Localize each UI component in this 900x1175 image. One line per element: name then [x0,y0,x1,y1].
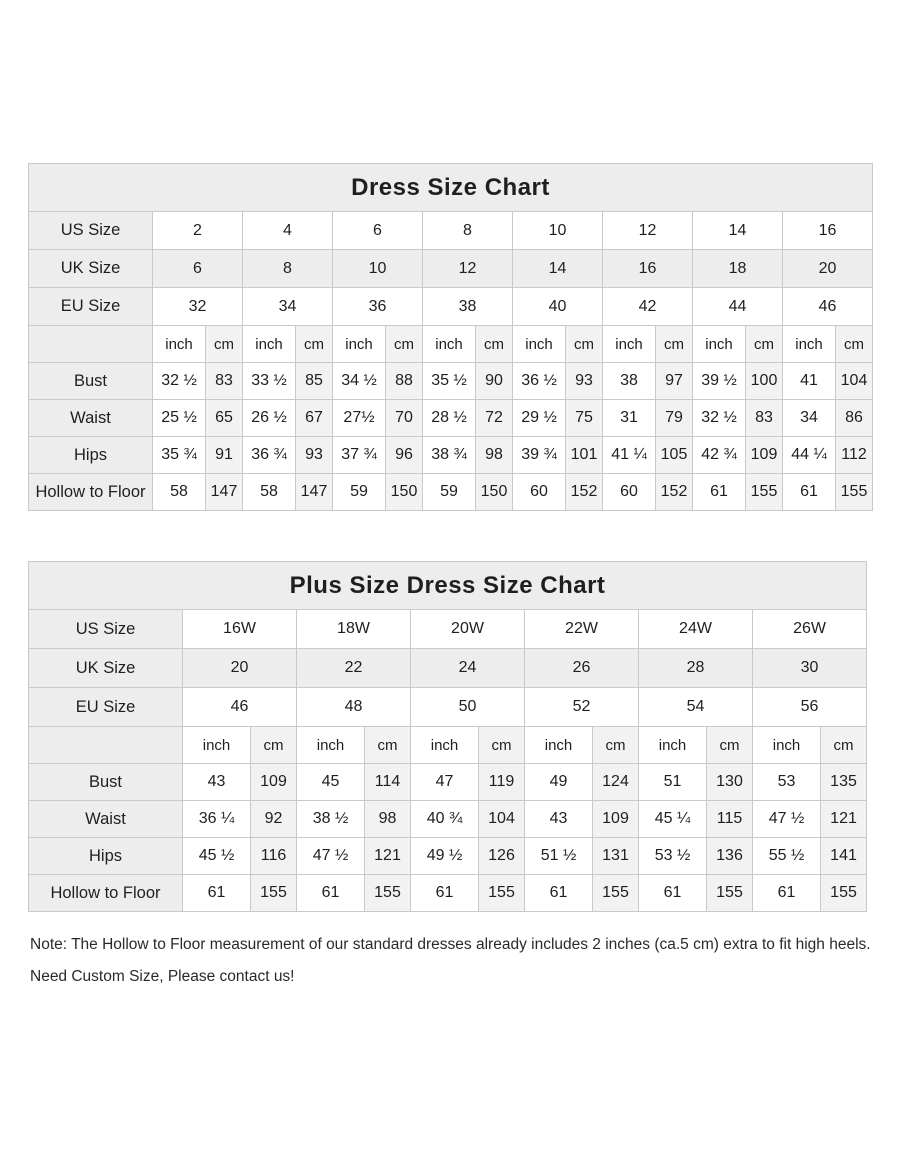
measurement-inch-cell: 26 ½ [243,400,296,437]
measurement-cm-cell: 83 [206,363,243,400]
size-value-cell: 30 [753,649,867,688]
size-value-cell: 14 [513,250,603,288]
measurement-inch-cell: 25 ½ [153,400,206,437]
measurement-cm-cell: 150 [386,474,423,511]
measurement-cm-cell: 104 [479,801,525,838]
measurement-cm-cell: 112 [836,437,873,474]
measurement-inch-cell: 32 ½ [153,363,206,400]
inch-unit-label: inch [297,727,365,764]
table-title-row [29,562,867,610]
cm-unit-label: cm [707,727,753,764]
measurement-cm-cell: 97 [656,363,693,400]
size-value-cell: 24W [639,610,753,649]
size-row [29,288,873,326]
measurement-cm-cell: 115 [707,801,753,838]
measurement-cm-cell: 67 [296,400,333,437]
size-value-cell: 16 [783,212,873,250]
measurement-inch-cell: 35 ½ [423,363,476,400]
measurement-cm-cell: 90 [476,363,513,400]
measurement-inch-cell: 38 ¾ [423,437,476,474]
measurement-inch-cell: 32 ½ [693,400,746,437]
measurement-cm-cell: 83 [746,400,783,437]
measurement-inch-cell: 61 [525,875,593,912]
measurement-inch-cell: 61 [183,875,251,912]
inch-unit-label: inch [411,727,479,764]
row-label: UK Size [29,250,153,288]
inch-unit-label: inch [183,727,251,764]
measurement-cm-cell: 91 [206,437,243,474]
cm-unit-label: cm [836,326,873,363]
measurement-inch-cell: 59 [423,474,476,511]
size-value-cell: 2 [153,212,243,250]
measurement-cm-cell: 109 [746,437,783,474]
row-label: Waist [29,400,153,437]
row-label: Hollow to Floor [29,474,153,511]
measurement-row [29,764,867,801]
size-value-cell: 6 [333,212,423,250]
measurement-inch-cell: 61 [639,875,707,912]
inch-unit-label: inch [753,727,821,764]
measurement-inch-cell: 36 ¾ [243,437,296,474]
measurement-cm-cell: 86 [836,400,873,437]
measurement-inch-cell: 44 ¼ [783,437,836,474]
measurement-cm-cell: 155 [251,875,297,912]
size-value-cell: 12 [603,212,693,250]
size-value-cell: 46 [783,288,873,326]
row-label: Hollow to Floor [29,875,183,912]
inch-unit-label: inch [693,326,746,363]
measurement-inch-cell: 36 ¼ [183,801,251,838]
measurement-cm-cell: 101 [566,437,603,474]
measurement-cm-cell: 147 [206,474,243,511]
dress-size-chart-table [28,163,873,511]
cm-unit-label: cm [296,326,333,363]
size-value-cell: 14 [693,212,783,250]
measurement-cm-cell: 105 [656,437,693,474]
size-value-cell: 20 [783,250,873,288]
size-value-cell: 36 [333,288,423,326]
size-row [29,610,867,649]
size-value-cell: 4 [243,212,333,250]
hollow-to-floor-note: Note: The Hollow to Floor measurement of our standard dresses already includes 2 inches (ca.5 cm) extra to fit high heels. [30,936,871,953]
measurement-inch-cell: 61 [411,875,479,912]
inch-unit-label: inch [513,326,566,363]
measurement-cm-cell: 155 [593,875,639,912]
cm-unit-label: cm [746,326,783,363]
inch-unit-label: inch [639,727,707,764]
measurement-inch-cell: 29 ½ [513,400,566,437]
measurement-row [29,400,873,437]
row-label: Bust [29,363,153,400]
measurement-cm-cell: 141 [821,838,867,875]
measurement-inch-cell: 59 [333,474,386,511]
size-value-cell: 38 [423,288,513,326]
measurement-cm-cell: 85 [296,363,333,400]
row-label: US Size [29,212,153,250]
inch-unit-label: inch [153,326,206,363]
measurement-cm-cell: 131 [593,838,639,875]
measurement-cm-cell: 79 [656,400,693,437]
measurement-inch-cell: 53 [753,764,821,801]
row-label: EU Size [29,688,183,727]
size-row [29,250,873,288]
measurement-inch-cell: 42 ¾ [693,437,746,474]
table-title: Dress Size Chart [29,164,873,212]
size-value-cell: 20 [183,649,297,688]
unit-header-row [29,326,873,363]
measurement-cm-cell: 152 [656,474,693,511]
size-row [29,649,867,688]
measurement-cm-cell: 121 [365,838,411,875]
size-value-cell: 48 [297,688,411,727]
measurement-cm-cell: 88 [386,363,423,400]
size-value-cell: 8 [423,212,513,250]
measurement-inch-cell: 58 [153,474,206,511]
measurement-row [29,801,867,838]
measurement-row [29,437,873,474]
cm-unit-label: cm [593,727,639,764]
measurement-inch-cell: 34 [783,400,836,437]
measurement-inch-cell: 40 ¾ [411,801,479,838]
size-value-cell: 46 [183,688,297,727]
measurement-cm-cell: 136 [707,838,753,875]
measurement-row [29,363,873,400]
measurement-inch-cell: 45 ½ [183,838,251,875]
size-value-cell: 26W [753,610,867,649]
cm-unit-label: cm [821,727,867,764]
measurement-cm-cell: 155 [821,875,867,912]
size-value-cell: 50 [411,688,525,727]
measurement-inch-cell: 34 ½ [333,363,386,400]
size-value-cell: 32 [153,288,243,326]
measurement-inch-cell: 60 [513,474,566,511]
measurement-inch-cell: 35 ¾ [153,437,206,474]
measurement-inch-cell: 45 ¼ [639,801,707,838]
size-value-cell: 54 [639,688,753,727]
size-value-cell: 44 [693,288,783,326]
size-value-cell: 16 [603,250,693,288]
measurement-cm-cell: 126 [479,838,525,875]
size-value-cell: 42 [603,288,693,326]
measurement-cm-cell: 93 [296,437,333,474]
size-value-cell: 22 [297,649,411,688]
size-value-cell: 34 [243,288,333,326]
measurement-inch-cell: 61 [753,875,821,912]
inch-unit-label: inch [333,326,386,363]
size-value-cell: 10 [513,212,603,250]
measurement-inch-cell: 47 ½ [753,801,821,838]
measurement-cm-cell: 135 [821,764,867,801]
measurement-cm-cell: 155 [365,875,411,912]
measurement-cm-cell: 98 [365,801,411,838]
size-value-cell: 18 [693,250,783,288]
row-label: Bust [29,764,183,801]
inch-unit-label: inch [783,326,836,363]
measurement-cm-cell: 109 [251,764,297,801]
inch-unit-label: inch [243,326,296,363]
row-label: Hips [29,437,153,474]
measurement-cm-cell: 124 [593,764,639,801]
row-label: EU Size [29,288,153,326]
inch-unit-label: inch [423,326,476,363]
corner-cell [29,727,183,764]
size-value-cell: 24 [411,649,525,688]
measurement-inch-cell: 60 [603,474,656,511]
measurement-inch-cell: 47 ½ [297,838,365,875]
measurement-inch-cell: 31 [603,400,656,437]
measurement-inch-cell: 27½ [333,400,386,437]
measurement-inch-cell: 36 ½ [513,363,566,400]
cm-unit-label: cm [365,727,411,764]
measurement-inch-cell: 33 ½ [243,363,296,400]
size-value-cell: 40 [513,288,603,326]
measurement-cm-cell: 93 [566,363,603,400]
size-value-cell: 18W [297,610,411,649]
measurement-inch-cell: 55 ½ [753,838,821,875]
size-value-cell: 12 [423,250,513,288]
measurement-inch-cell: 53 ½ [639,838,707,875]
measurement-inch-cell: 28 ½ [423,400,476,437]
size-value-cell: 10 [333,250,423,288]
measurement-inch-cell: 41 [783,363,836,400]
cm-unit-label: cm [386,326,423,363]
measurement-cm-cell: 100 [746,363,783,400]
measurement-inch-cell: 61 [693,474,746,511]
measurement-cm-cell: 75 [566,400,603,437]
cm-unit-label: cm [479,727,525,764]
size-value-cell: 16W [183,610,297,649]
corner-cell [29,326,153,363]
row-label: UK Size [29,649,183,688]
notes-section [30,933,872,989]
measurement-inch-cell: 51 [639,764,707,801]
inch-unit-label: inch [603,326,656,363]
measurement-inch-cell: 41 ¼ [603,437,656,474]
cm-unit-label: cm [206,326,243,363]
measurement-cm-cell: 109 [593,801,639,838]
measurement-cm-cell: 150 [476,474,513,511]
measurement-cm-cell: 155 [707,875,753,912]
measurement-cm-cell: 119 [479,764,525,801]
size-value-cell: 20W [411,610,525,649]
measurement-cm-cell: 155 [479,875,525,912]
size-value-cell: 8 [243,250,333,288]
measurement-cm-cell: 147 [296,474,333,511]
size-value-cell: 52 [525,688,639,727]
row-label: US Size [29,610,183,649]
measurement-cm-cell: 116 [251,838,297,875]
measurement-inch-cell: 43 [525,801,593,838]
measurement-inch-cell: 51 ½ [525,838,593,875]
measurement-inch-cell: 45 [297,764,365,801]
measurement-cm-cell: 155 [746,474,783,511]
measurement-inch-cell: 61 [297,875,365,912]
unit-header-row [29,727,867,764]
cm-unit-label: cm [476,326,513,363]
row-label: Hips [29,838,183,875]
measurement-inch-cell: 47 [411,764,479,801]
measurement-cm-cell: 92 [251,801,297,838]
measurement-cm-cell: 96 [386,437,423,474]
measurement-inch-cell: 39 ¾ [513,437,566,474]
plus-size-dress-size-chart-table [28,561,867,912]
size-value-cell: 28 [639,649,753,688]
custom-size-note: Need Custom Size, Please contact us! [30,968,295,986]
measurement-inch-cell: 43 [183,764,251,801]
cm-unit-label: cm [656,326,693,363]
size-value-cell: 56 [753,688,867,727]
table-title: Plus Size Dress Size Chart [29,562,867,610]
measurement-cm-cell: 152 [566,474,603,511]
measurement-cm-cell: 70 [386,400,423,437]
size-row [29,688,867,727]
measurement-inch-cell: 39 ½ [693,363,746,400]
size-row [29,212,873,250]
measurement-cm-cell: 65 [206,400,243,437]
measurement-inch-cell: 49 [525,764,593,801]
measurement-cm-cell: 130 [707,764,753,801]
inch-unit-label: inch [525,727,593,764]
measurement-row [29,875,867,912]
measurement-cm-cell: 104 [836,363,873,400]
measurement-cm-cell: 114 [365,764,411,801]
table-title-row [29,164,873,212]
measurement-inch-cell: 61 [783,474,836,511]
measurement-inch-cell: 58 [243,474,296,511]
measurement-cm-cell: 121 [821,801,867,838]
measurement-row [29,474,873,511]
size-value-cell: 26 [525,649,639,688]
measurement-inch-cell: 38 [603,363,656,400]
measurement-cm-cell: 98 [476,437,513,474]
measurement-inch-cell: 37 ¾ [333,437,386,474]
size-value-cell: 22W [525,610,639,649]
measurement-row [29,838,867,875]
cm-unit-label: cm [566,326,603,363]
measurement-inch-cell: 49 ½ [411,838,479,875]
cm-unit-label: cm [251,727,297,764]
measurement-cm-cell: 72 [476,400,513,437]
measurement-inch-cell: 38 ½ [297,801,365,838]
row-label: Waist [29,801,183,838]
measurement-cm-cell: 155 [836,474,873,511]
size-value-cell: 6 [153,250,243,288]
